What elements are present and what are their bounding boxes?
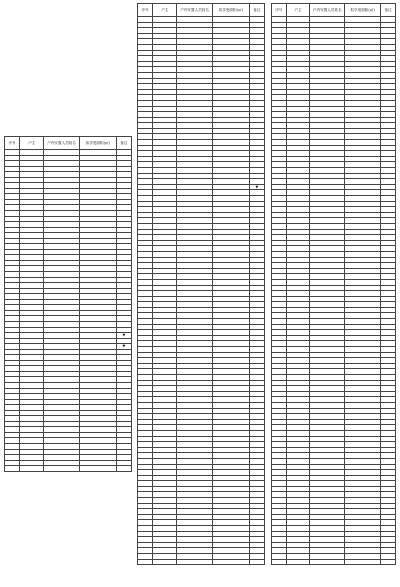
header-area: 拟享受面积(㎡) bbox=[212, 4, 249, 17]
header-no: 序号 bbox=[5, 137, 20, 150]
table-header-row bbox=[272, 4, 396, 17]
cell-member bbox=[310, 559, 345, 565]
header-no: 序号 bbox=[272, 4, 287, 17]
cell-no bbox=[5, 466, 20, 472]
table-block-middle bbox=[137, 3, 265, 565]
header-note: 备注 bbox=[381, 4, 396, 17]
resettlement-table bbox=[4, 136, 132, 472]
note-marker: ▼ bbox=[116, 344, 131, 350]
cell-household bbox=[286, 559, 310, 565]
cell-area bbox=[345, 559, 381, 565]
table-header-row bbox=[5, 137, 132, 150]
resettlement-table bbox=[271, 3, 396, 565]
header-area: 拟享受面积(㎡) bbox=[345, 4, 381, 17]
cell-note bbox=[249, 559, 264, 565]
cell-member bbox=[44, 466, 80, 472]
note-marker: ▼ bbox=[249, 184, 264, 190]
resettlement-table bbox=[137, 3, 265, 565]
table-body bbox=[272, 17, 396, 565]
header-household: 户主 bbox=[20, 137, 44, 150]
table-body bbox=[5, 150, 132, 472]
header-note: 备注 bbox=[249, 4, 264, 17]
header-member: 户内安置人员姓名 bbox=[310, 4, 345, 17]
cell-household bbox=[20, 466, 44, 472]
table-row bbox=[272, 559, 396, 565]
cell-household bbox=[153, 559, 177, 565]
table-row bbox=[138, 559, 265, 565]
cell-note bbox=[116, 466, 131, 472]
cell-no bbox=[138, 559, 153, 565]
header-household: 户主 bbox=[286, 4, 310, 17]
cell-area bbox=[212, 559, 249, 565]
note-marker: ▼ bbox=[116, 333, 131, 339]
header-member: 户内安置人员姓名 bbox=[44, 137, 80, 150]
cell-area bbox=[79, 466, 116, 472]
table-block-left bbox=[4, 136, 132, 472]
cell-no bbox=[272, 559, 287, 565]
table-block-right bbox=[271, 3, 396, 565]
header-no: 序号 bbox=[138, 4, 153, 17]
header-note: 备注 bbox=[116, 137, 131, 150]
cell-note bbox=[381, 559, 396, 565]
table-row bbox=[5, 466, 132, 472]
header-area: 拟享受面积(㎡) bbox=[79, 137, 116, 150]
header-household: 户主 bbox=[153, 4, 177, 17]
table-body bbox=[138, 17, 265, 565]
header-member: 户内安置人员姓名 bbox=[177, 4, 213, 17]
table-header-row bbox=[138, 4, 265, 17]
cell-member bbox=[177, 559, 213, 565]
